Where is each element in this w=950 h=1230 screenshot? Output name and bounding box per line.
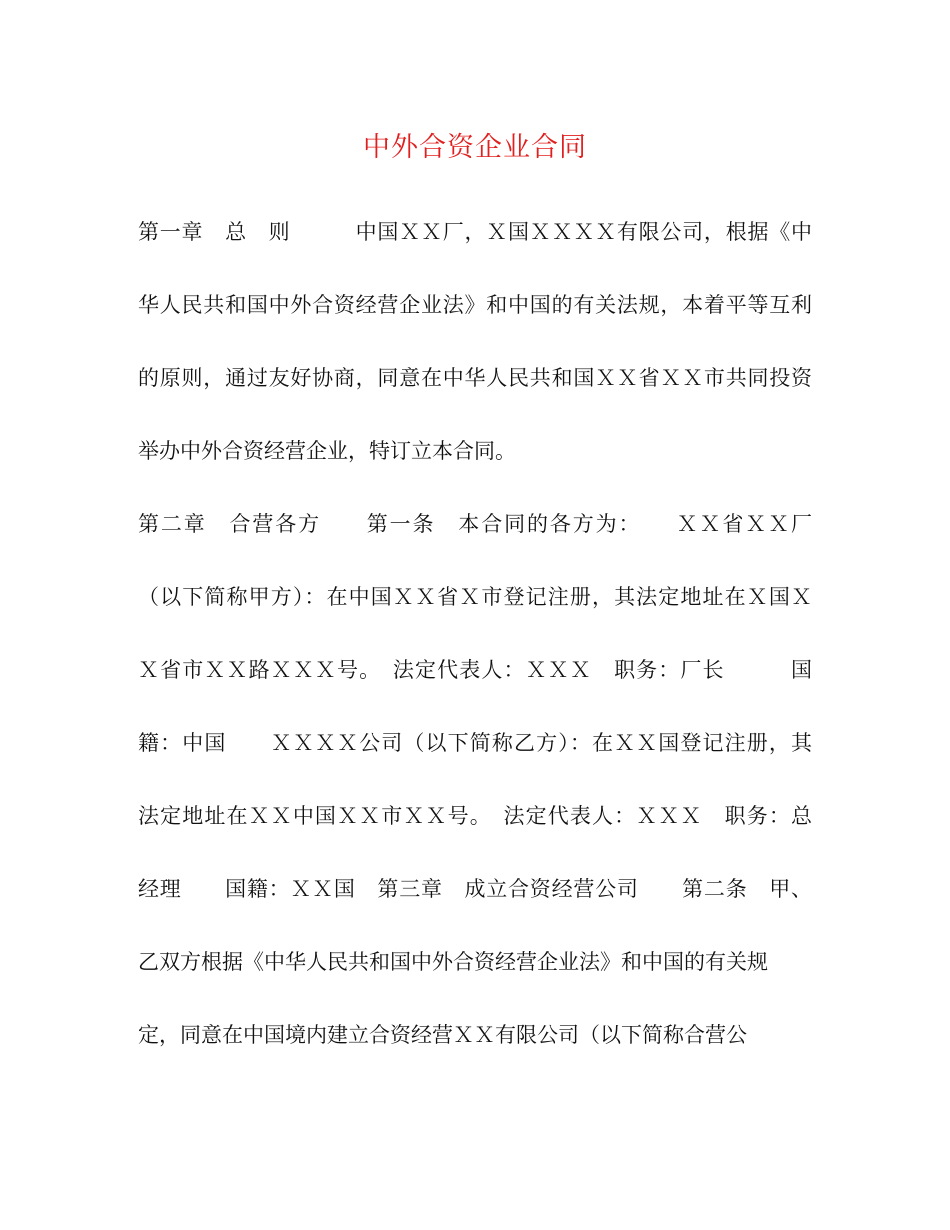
body-line-7: Ｘ省市ＸＸ路ＸＸＸ号。 法定代表人：ＸＸＸ 职务：厂长 国 — [138, 658, 812, 682]
body-line-4: 举办中外合资经营企业，特订立本合同。 — [138, 439, 516, 463]
body-line-9: 法定地址在ＸＸ中国ＸＸ市ＸＸ号。 法定代表人：ＸＸＸ 职务：总 — [138, 804, 812, 828]
body-line-11: 乙双方根据《中华人民共和国中外合资经营企业法》和中国的有关规 — [138, 950, 768, 974]
body-line-12: 定，同意在中国境内建立合资经营ＸＸ有限公司（以下简称合营公 — [138, 1023, 747, 1047]
body-line-5: 第二章 合营各方 第一条 本合同的各方为： ＸＸ省ＸＸ厂 — [138, 512, 812, 536]
body-line-6: （以下简称甲方）：在中国ＸＸ省Ｘ市登记注册，其法定地址在Ｘ国Ｘ — [138, 585, 812, 609]
body-line-10: 经理 国籍：ＸＸ国 第三章 成立合资经营公司 第二条 甲、 — [138, 877, 812, 901]
body-line-3: 的原则，通过友好协商，同意在中华人民共和国ＸＸ省ＸＸ市共同投资 — [138, 366, 812, 390]
body-line-8: 籍：中国 ＸＸＸＸ公司（以下简称乙方）：在ＸＸ国登记注册，其 — [138, 731, 812, 755]
document-title: 中外合资企业合同 — [363, 132, 587, 163]
body-line-2: 华人民共和国中外合资经营企业法》和中国的有关法规，本着平等互利 — [138, 293, 812, 317]
body-line-1: 第一章 总 则 中国ＸＸ厂，Ｘ国ＸＸＸＸ有限公司，根据《中 — [138, 220, 812, 244]
